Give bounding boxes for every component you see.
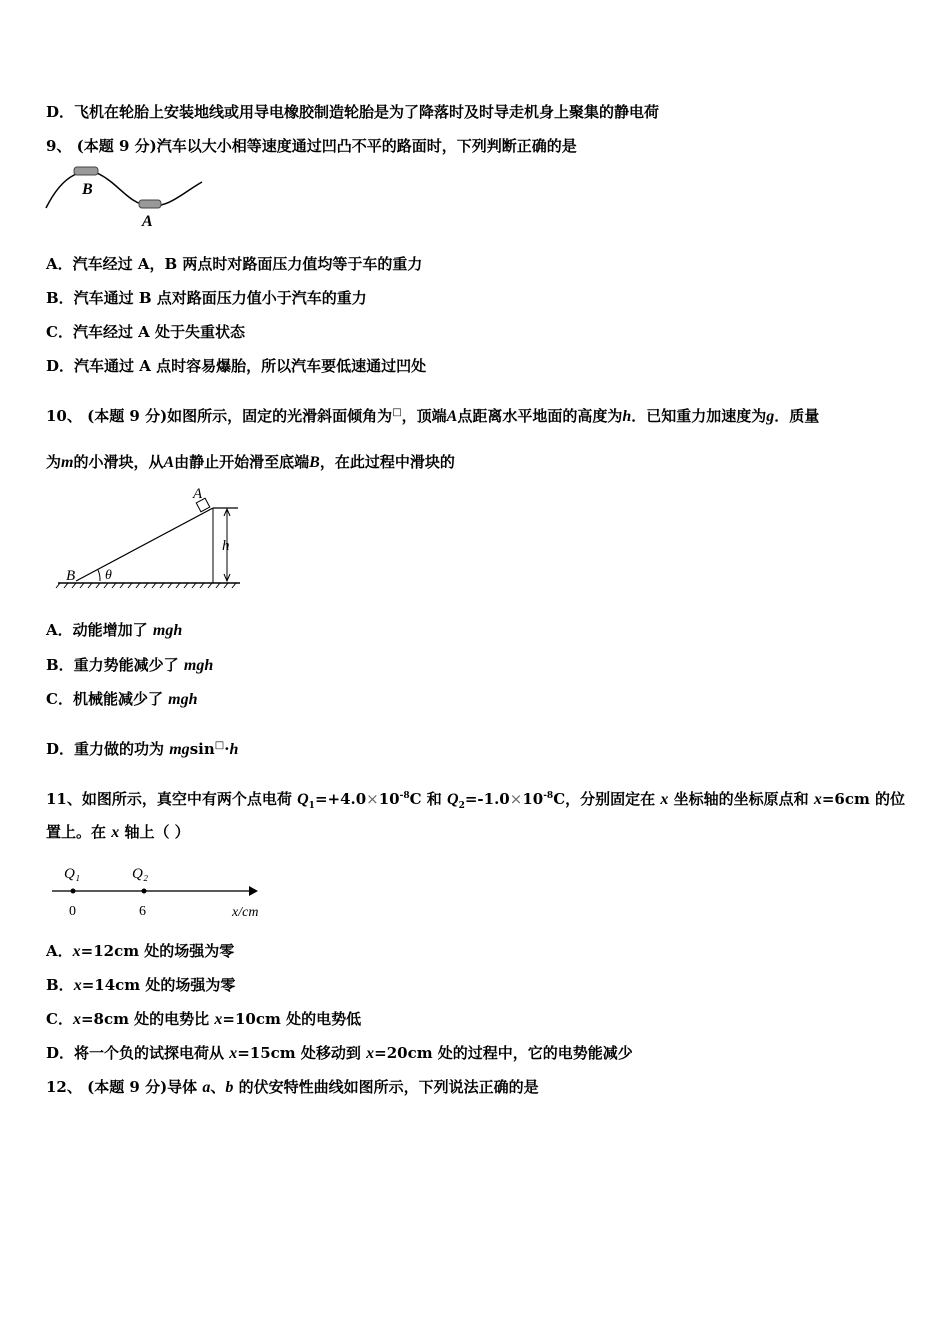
text-segment: =14cm 处的场强为零 (81, 976, 236, 994)
q9-option-c: C．汽车经过 A 处于失重状态 (46, 323, 246, 341)
text-segment: x (229, 1045, 238, 1062)
q11-option-d (46, 1043, 633, 1064)
text-segment: x (72, 943, 81, 960)
q8-option-d: D．飞机在轮胎上安装地线或用导电橡胶制造轮胎是为了降落时及时导走机身上聚集的静电荷 (46, 103, 660, 121)
label-b: B (66, 568, 76, 584)
text-segment: b (225, 1079, 234, 1096)
text-segment: mg (169, 741, 190, 758)
text-segment: 的伏安特性曲线如图所示，下列说法正确的是 (233, 1078, 539, 1096)
text-segment: B．重力势能减少了 (46, 656, 184, 674)
text-segment: C． (46, 1010, 73, 1028)
text-segment: h (622, 408, 632, 425)
text-segment: 的小滑块，从 (73, 453, 164, 471)
text-segment: C 和 (409, 790, 448, 808)
tick-6: 6 (139, 904, 146, 919)
label-q1: Q₁ (64, 866, 81, 882)
text-segment: m (61, 454, 74, 471)
text-segment: =8cm 处的电势比 (80, 1010, 215, 1028)
q10-stem-line1 (46, 403, 819, 427)
text-segment: =12cm 处的场强为零 (80, 942, 235, 960)
q9-option-b: B．汽车通过 B 点对路面压力值小于汽车的重力 (46, 289, 367, 307)
text-segment: mgh (152, 622, 183, 639)
text-segment: 12、 (本题 9 分)导体 (46, 1078, 203, 1096)
q11-axis-figure (46, 860, 276, 922)
text-segment: 10、 (本题 9 分)如图所示，固定的光滑斜面倾角为 (46, 407, 393, 425)
car-a-icon (139, 200, 161, 208)
text-segment: C，分别固定在 (553, 790, 661, 808)
text-segment: sin (189, 740, 215, 758)
q9-option-a: A．汽车经过 A，B 两点时对路面压力值均等于车的重力 (46, 255, 423, 273)
label-theta: θ (105, 568, 112, 583)
text-segment: B． (46, 976, 74, 994)
label-a: A (142, 213, 153, 230)
text-segment: C．机械能减少了 (46, 690, 169, 708)
text-segment: a (202, 1079, 211, 1096)
text-segment: ．已知重力加速度为 (631, 407, 767, 425)
text-segment: D．重力做的功为 (46, 740, 170, 758)
text-segment: =-1.0 (464, 790, 510, 808)
q11-option-b (46, 975, 235, 996)
label-q2: Q₂ (132, 866, 149, 882)
car-b-icon (74, 167, 98, 175)
text-segment: 10 (522, 790, 544, 808)
label-b: B (82, 181, 93, 198)
text-segment: =20cm 处的过程中，它的电势能减少 (374, 1044, 633, 1062)
q10-option-c (46, 689, 198, 710)
text-segment: x (111, 824, 120, 841)
text-segment: h (229, 741, 239, 758)
text-segment: A (446, 408, 458, 425)
text-segment: mgh (168, 691, 198, 708)
q10-option-d (46, 736, 238, 760)
q10-stem-line2 (46, 452, 455, 473)
text-segment: × (509, 790, 523, 808)
text-segment: 由静止开始滑至底端 (174, 453, 310, 471)
q9-stem: 9、 (本题 9 分)汽车以大小相等速度通过凹凸不平的路面时，下列判断正确的是 (46, 137, 577, 155)
text-segment: =15cm 处移动到 (237, 1044, 367, 1062)
q10-incline-figure (50, 480, 260, 595)
text-segment: x (73, 977, 82, 994)
charge-q1-point (71, 889, 76, 894)
text-segment: D．将一个负的试探电荷从 (46, 1044, 230, 1062)
q11-stem-line1 (46, 786, 905, 816)
text-segment: =+4.0 (314, 790, 367, 808)
text-segment: x (366, 1045, 375, 1062)
text-segment: -8 (543, 791, 554, 801)
text-segment: A．动能增加了 (46, 621, 153, 639)
text-segment: A (163, 454, 175, 471)
q9-road-figure (44, 162, 214, 232)
label-h: h (222, 538, 230, 554)
text-segment: =6cm 的位 (821, 790, 906, 808)
q11-stem-line2 (46, 822, 190, 843)
text-segment: ．质量 (774, 407, 820, 425)
text-segment: x (72, 1011, 81, 1028)
text-segment: x (813, 791, 822, 808)
text-segment: 为 (46, 453, 62, 471)
text-segment: x (660, 791, 669, 808)
text-segment: 置上。在 (46, 823, 112, 841)
text-segment: 轴上（ ） (119, 823, 190, 841)
text-segment: □ (214, 740, 225, 751)
charge-q2-point (142, 889, 147, 894)
text-segment: mgh (183, 657, 214, 674)
text-segment: 、 (210, 1078, 226, 1096)
text-segment: 点距离水平地面的高度为 (457, 407, 623, 425)
text-segment: x (214, 1011, 223, 1028)
text-segment: -8 (399, 791, 410, 801)
text-segment: B (309, 454, 320, 471)
text-segment: 11、如图所示，真空中有两个点电荷 (46, 790, 298, 808)
q10-option-a (46, 620, 182, 641)
label-a: A (193, 486, 203, 502)
text-segment: g (766, 408, 775, 425)
text-segment: 10 (378, 790, 400, 808)
q11-option-c (46, 1009, 361, 1030)
text-segment: =10cm 处的电势低 (222, 1010, 362, 1028)
q12-stem (46, 1077, 539, 1098)
text-segment: ，在此过程中滑块的 (319, 453, 455, 471)
text-segment: □ (392, 407, 402, 418)
text-segment: ，顶端 (401, 407, 447, 425)
q9-option-d: D．汽车通过 A 点时容易爆胎，所以汽车要低速通过凹处 (46, 357, 427, 375)
axis-label: x/cm (232, 905, 259, 920)
q10-option-b (46, 655, 213, 676)
text-segment: · (224, 740, 230, 758)
q11-option-a (46, 941, 234, 962)
text-segment: Q (447, 791, 459, 808)
text-segment: 1 (308, 801, 315, 811)
text-segment: × (366, 790, 379, 808)
text-segment: 2 (458, 801, 465, 811)
tick-0: 0 (69, 904, 76, 919)
text-segment: Q (297, 791, 309, 808)
text-segment: 坐标轴的坐标原点和 (668, 790, 814, 808)
text-segment: A． (46, 942, 73, 960)
